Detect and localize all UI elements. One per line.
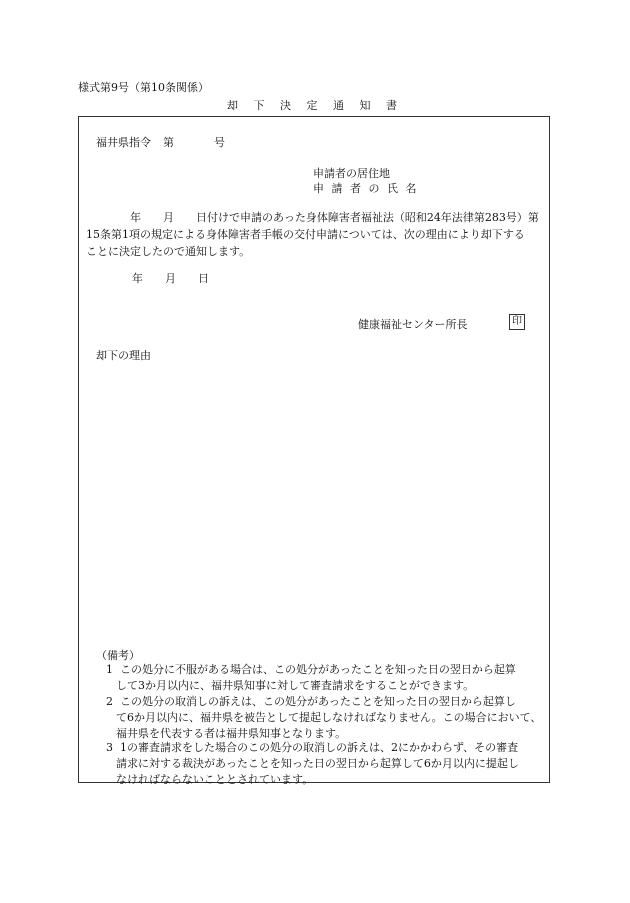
body-line-3: ことに決定したので通知します。 — [86, 245, 251, 258]
note-line: この処分に不服がある場合は、この処分があったことを知った日の翌日から起算 — [120, 663, 516, 676]
note-line: この処分の取消しの訴えは、この処分があったことを知った日の翌日から起算し — [120, 695, 516, 708]
notice-body — [86, 209, 546, 260]
note-line: 1の審査請求をした場合のこの処分の取消しの訴えは、2にかかわらず、その審査 — [120, 741, 519, 754]
applicant-address: 申請者の居住地 — [313, 167, 390, 180]
issue-date: 年 月 日 — [132, 272, 209, 285]
ref-go: 号 — [214, 136, 225, 149]
note-line: して3か月以内に、福井県知事に対して審査請求をすることができます。 — [116, 679, 475, 692]
seal-mark: 印 — [509, 314, 525, 330]
ref-dai: 第 — [163, 136, 174, 149]
note-number: 1 — [106, 663, 113, 676]
remark-note-3 — [106, 740, 546, 788]
remark-note-1 — [106, 662, 546, 694]
applicant-name: 申 請 者 の 氏 名 — [313, 182, 419, 195]
body-line-1: 年 月 日付けで申請のあった身体障害者福祉法（昭和24年法律第283号）第 — [130, 211, 539, 224]
reason-label: 却下の理由 — [96, 349, 151, 362]
form-number: 様式第9号（第10条関係） — [78, 81, 209, 94]
document-title: 却 下 決 定 通 知 書 — [227, 99, 403, 112]
note-line: 福井県を代表する者は福井県知事となります。 — [116, 727, 347, 740]
body-line-2: 15条第1項の規定による身体障害者手帳の交付申請については、次の理由により却下する — [86, 228, 525, 241]
remark-note-2 — [106, 694, 546, 742]
note-number: 3 — [106, 741, 113, 754]
remarks-heading: （備考） — [96, 649, 140, 662]
reference-number — [96, 134, 225, 150]
note-line: なければならないこととされています。 — [116, 773, 314, 786]
note-line: 請求に対する裁決があったことを知った日の翌日から起算して6か月以内に提起し — [116, 757, 519, 770]
ref-prefecture: 福井県指令 — [96, 136, 151, 149]
note-number: 2 — [106, 695, 113, 708]
signatory: 健康福祉センター所長 — [358, 318, 468, 331]
note-line: て6か月以内に、福井県を被告として提起しなければなりません。この場合において、 — [116, 711, 542, 724]
